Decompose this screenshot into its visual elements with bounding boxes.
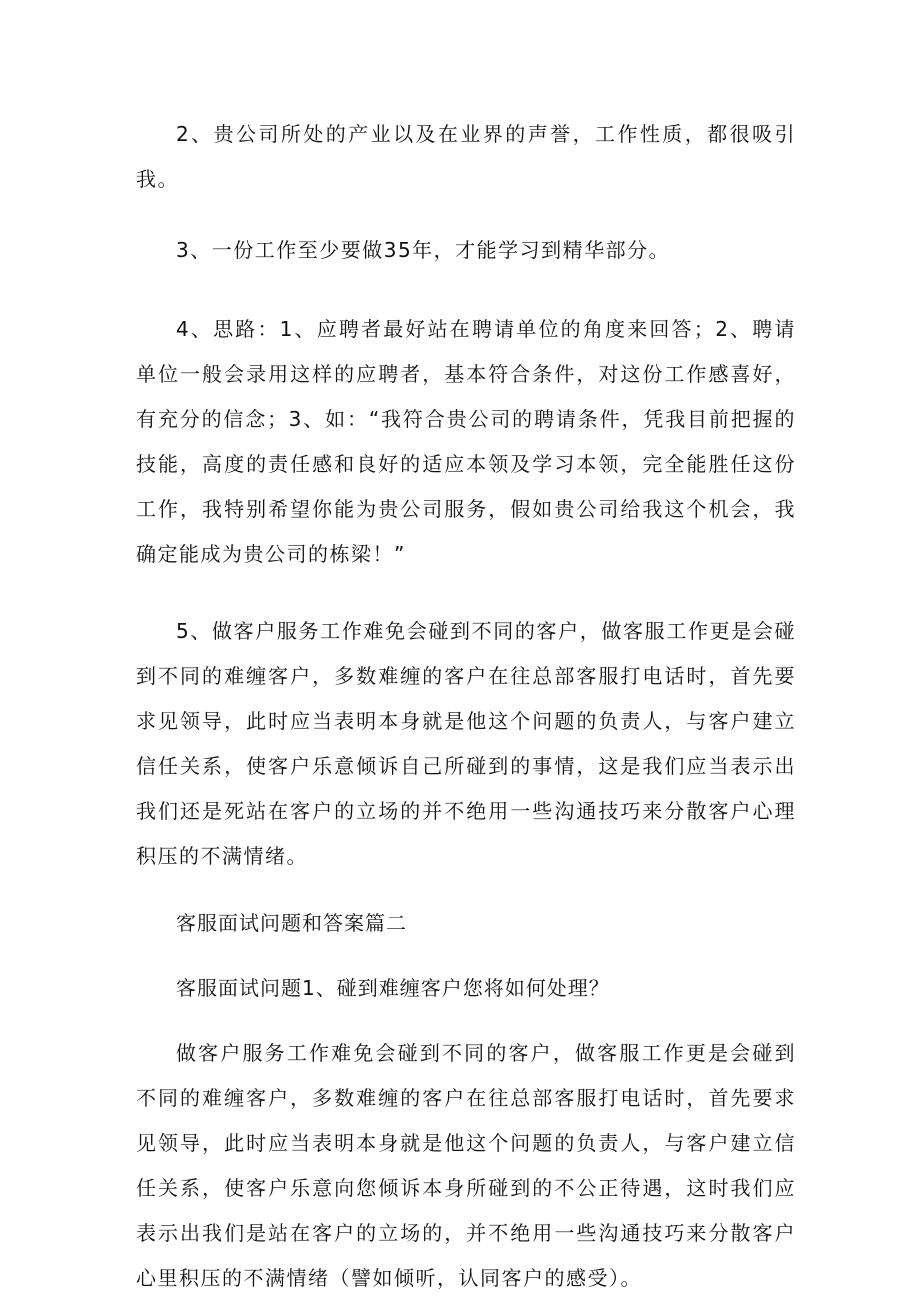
paragraph-item-4: 4、思路：1、应聘者最好站在聘请单位的角度来回答；2、聘请单位一般会录用这样的应聘者，基本符合条件，对这份工作感喜好，有充分的信念；3、如：“我符合贵公司的聘请条件，凭我目前把握的技能，高度的责任感和良好的适应本领及学习本领，完全能胜任这份工作，我特别希望你能为贵公司服务，假如贵公司给我这个机会，我确定能成为贵公司的栋梁！” <box>136 317 796 566</box>
answer-paragraph: 做客户服务工作难免会碰到不同的客户，做客服工作更是会碰到不同的难缠客户，多数难缠的客户在往总部客服打电话时，首先要求见领导，此时应当表明本身就是他这个问题的负责人，与客户建立信任关系，使客户乐意向您倾诉本身所碰到的不公正待遇，这时我们应表示出我们是站在客户的立场的，并不绝用一些沟通技巧来分散客户心里积压的不满情绪（譬如倾听，认同客户的感受）。 <box>136 1041 796 1290</box>
paragraph-item-5: 5、做客户服务工作难免会碰到不同的客户，做客服工作更是会碰到不同的难缠客户，多数难缠的客户在往总部客服打电话时，首先要求见领导，此时应当表明本身就是他这个问题的负责人，与客户建立信任关系，使客户乐意倾诉自己所碰到的事情，这是我们应当表示出我们还是死站在客户的立场的并不绝用一些沟通技巧来分散客户心理积压的不满情绪。 <box>136 619 796 868</box>
paragraph-item-2: 2、贵公司所处的产业以及在业界的声誉，工作性质，都很吸引我。 <box>136 122 796 191</box>
paragraph-item-3: 3、一份工作至少要做35年，才能学习到精华部分。 <box>176 238 671 262</box>
question-title: 客服面试问题1、碰到难缠客户您将如何处理？ <box>176 976 610 1000</box>
document-body <box>136 112 796 1301</box>
section-title: 客服面试问题和答案篇二 <box>176 911 407 935</box>
